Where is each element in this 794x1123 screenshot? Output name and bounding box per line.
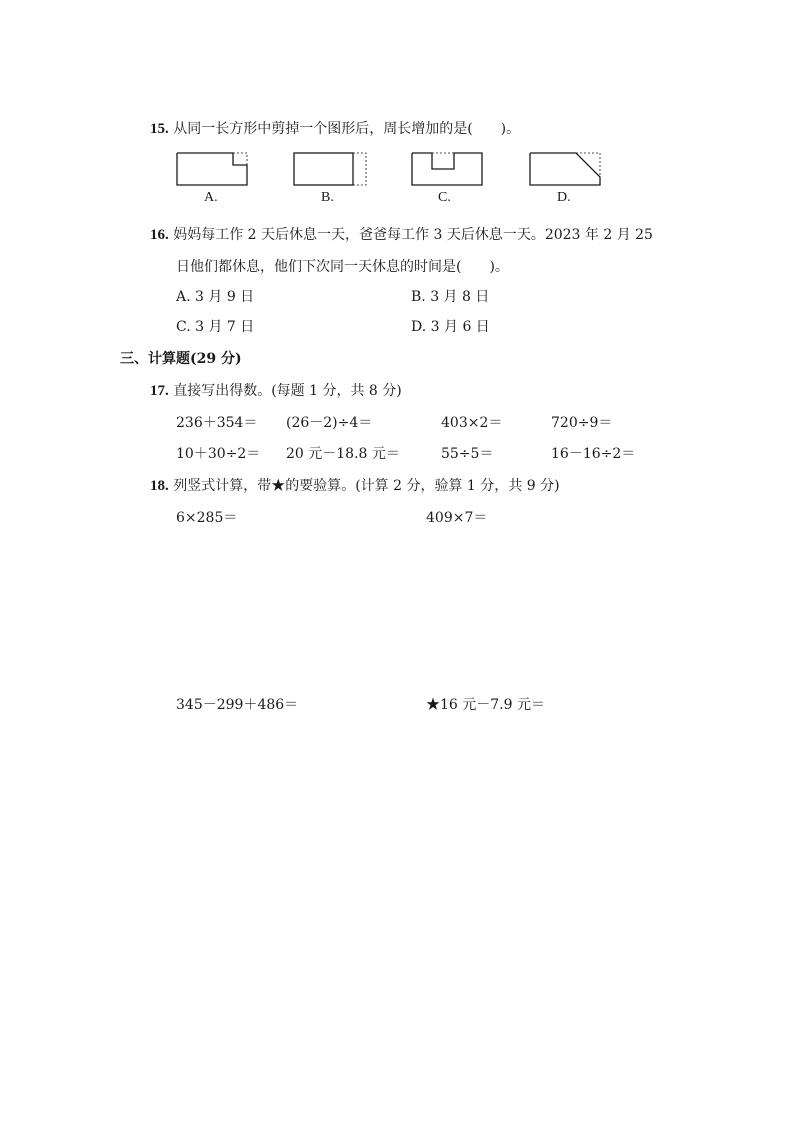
section-heading: 三、计算题(29 分) (120, 351, 242, 367)
q16-choice-a-text: 3 月 9 日 (195, 289, 255, 305)
q16-choice-d-text: 3 月 6 日 (430, 319, 490, 335)
q15-option-c-label: C. (438, 190, 451, 205)
q17-item: (26－2)÷4＝ (286, 415, 373, 431)
q17-item: 720÷9＝ (551, 415, 613, 431)
q15-figure-c (411, 152, 484, 186)
q17-number: 17. (150, 383, 169, 399)
q16-choice-a (176, 286, 254, 306)
q16-choice-d (411, 316, 490, 336)
q15-figure-b (293, 152, 368, 186)
q16-text-line2: 日他们都休息，他们下次同一天休息的时间是( )。 (176, 259, 509, 275)
q16-choice-a-label: A. (176, 289, 191, 305)
q17-text: 直接写出得数。(每题 1 分，共 8 分) (173, 383, 402, 399)
q17-item: 16－16÷2＝ (551, 446, 636, 462)
q15-option-a-label: A. (204, 190, 218, 205)
q15-text: 从同一长方形中剪掉一个图形后，周长增加的是( )。 (173, 121, 521, 137)
q16-number: 16. (150, 227, 169, 243)
q18-item: 409×7＝ (426, 510, 488, 526)
q17-item: 55÷5＝ (441, 446, 494, 462)
q16-choice-c-text: 3 月 7 日 (195, 319, 255, 335)
q16-text-line1: 妈妈每工作 2 天后休息一天，爸爸每工作 3 天后休息一天。2023 年 2 月 25 (173, 227, 653, 243)
q17-item: 20 元－18.8 元＝ (286, 446, 400, 462)
q15-option-d-label: D. (557, 190, 571, 205)
q15-option-b-label: B. (321, 190, 334, 205)
q16-choice-b-label: B. (411, 289, 426, 305)
q16-line1 (150, 224, 653, 244)
q18-item: 345－299＋486＝ (176, 697, 299, 713)
q18-text: 列竖式计算，带★的要验算。(计算 2 分，验算 1 分，共 9 分) (173, 478, 560, 494)
q18-number: 18. (150, 478, 169, 494)
q17 (150, 380, 402, 400)
q15-figure-d (529, 152, 602, 186)
q17-item: 403×2＝ (441, 415, 503, 431)
q18 (150, 475, 560, 495)
q15-number: 15. (150, 121, 169, 137)
q17-item: 10＋30÷2＝ (176, 446, 261, 462)
q16-choice-b (411, 286, 489, 306)
q16-choice-b-text: 3 月 8 日 (430, 289, 490, 305)
q18-item: 6×285＝ (176, 510, 238, 526)
q16-choice-c-label: C. (176, 319, 191, 335)
q15-figure-a (176, 152, 249, 186)
q18-item: ★16 元－7.9 元＝ (426, 697, 545, 713)
q17-item: 236＋354＝ (176, 415, 258, 431)
q15 (150, 118, 520, 138)
q16-choice-d-label: D. (411, 319, 427, 335)
q16-choice-c (176, 316, 254, 336)
